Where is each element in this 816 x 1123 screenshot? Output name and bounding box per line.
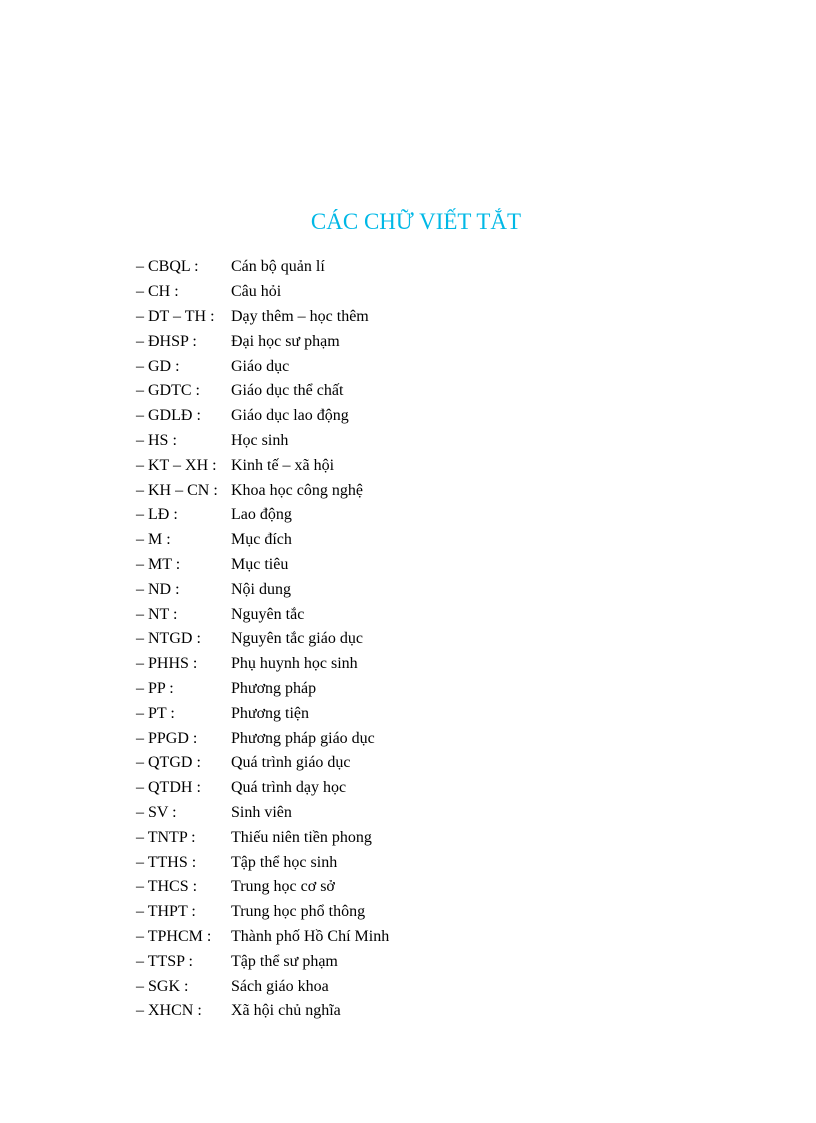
abbreviation-row [136, 652, 736, 677]
abbreviation-term: – TTSP : [136, 952, 193, 970]
abbreviation-term: – QTDH : [136, 779, 201, 797]
abbreviation-meaning: Nguyên tắc [231, 605, 305, 623]
abbreviation-term: – GDLĐ : [136, 407, 201, 425]
abbreviation-row [136, 677, 736, 702]
abbreviation-meaning: Giáo dục lao động [231, 407, 349, 425]
abbreviation-meaning: Phương pháp [231, 679, 317, 697]
abbreviation-meaning: Quá trình giáo dục [231, 754, 351, 772]
abbreviation-row [136, 801, 736, 826]
abbreviation-row [136, 627, 736, 652]
abbreviation-term: – GDTC : [136, 382, 200, 400]
abbreviation-meaning: Câu hỏi [231, 283, 282, 301]
abbreviation-row [136, 726, 736, 751]
abbreviation-term: – KH – CN : [136, 481, 218, 499]
abbreviation-term: – PPGD : [136, 729, 198, 747]
abbreviation-term: – LĐ : [136, 506, 178, 524]
abbreviation-meaning: Thành phố Hồ Chí Minh [231, 927, 390, 945]
abbreviation-term: – THCS : [136, 878, 198, 896]
abbreviation-term: – TTHS : [136, 853, 197, 871]
abbreviation-meaning: Nguyên tắc giáo dục [231, 630, 363, 648]
abbreviation-row [136, 429, 736, 454]
abbreviation-meaning: Thiếu niên tiền phong [231, 828, 372, 846]
abbreviation-row [136, 825, 736, 850]
abbreviation-meaning: Cán bộ quản lí [231, 258, 325, 276]
abbreviation-row [136, 701, 736, 726]
abbreviation-row [136, 503, 736, 528]
abbreviation-term: – GD : [136, 357, 180, 375]
abbreviation-term: – SGK : [136, 977, 189, 995]
abbreviation-meaning: Trung học phổ thông [231, 903, 366, 921]
abbreviation-term: – PHHS : [136, 655, 198, 673]
abbreviation-row [136, 553, 736, 578]
abbreviation-term: – CH : [136, 283, 179, 301]
abbreviation-row [136, 999, 736, 1024]
abbreviation-row [136, 404, 736, 429]
abbreviation-row [136, 329, 736, 354]
abbreviation-term: – XHCN : [136, 1002, 202, 1020]
abbreviation-meaning: Xã hội chủ nghĩa [231, 1002, 341, 1020]
abbreviation-term: – MT : [136, 555, 181, 573]
abbreviation-term: – DT – TH : [136, 307, 215, 325]
page-title: CÁC CHỮ VIẾT TẮT [310, 209, 522, 234]
abbreviation-meaning: Kinh tế – xã hội [231, 456, 335, 474]
abbreviation-row [136, 949, 736, 974]
abbreviation-term: – NT : [136, 605, 178, 623]
abbreviation-term: – TNTP : [136, 828, 196, 846]
abbreviation-term: – NTGD : [136, 630, 201, 648]
abbreviation-meaning: Mục đích [231, 531, 292, 549]
abbreviation-row [136, 305, 736, 330]
abbreviation-meaning: Mục tiêu [231, 555, 289, 573]
abbreviation-meaning: Lao động [231, 506, 292, 524]
abbreviation-row [136, 577, 736, 602]
abbreviation-term: – QTGD : [136, 754, 201, 772]
abbreviation-meaning: Phương pháp giáo dục [231, 729, 375, 747]
abbreviation-row [136, 379, 736, 404]
abbreviation-row [136, 255, 736, 280]
abbreviation-term: – SV : [136, 803, 177, 821]
abbreviation-meaning: Đại học sư phạm [231, 332, 340, 350]
abbreviation-meaning: Quá trình dạy học [231, 779, 347, 797]
abbreviation-term: – KT – XH : [136, 456, 217, 474]
abbreviation-term: – ĐHSP : [136, 332, 197, 350]
abbreviation-row [136, 528, 736, 553]
abbreviation-row [136, 925, 736, 950]
abbreviation-row [136, 478, 736, 503]
abbreviation-term: – ND : [136, 580, 180, 598]
abbreviation-term: – TPHCM : [136, 927, 212, 945]
abbreviation-term: – CBQL : [136, 258, 199, 276]
abbreviation-term: – HS : [136, 431, 177, 449]
abbreviation-row [136, 354, 736, 379]
abbreviation-meaning: Tập thể sư phạm [231, 952, 338, 970]
abbreviation-meaning: Học sinh [231, 431, 289, 449]
abbreviation-meaning: Giáo dục thể chất [231, 382, 344, 400]
abbreviation-row [136, 602, 736, 627]
abbreviation-meaning: Sinh viên [231, 803, 292, 821]
abbreviation-meaning: Phương tiện [231, 704, 310, 722]
abbreviation-term: – THPT : [136, 903, 196, 921]
abbreviation-row [136, 776, 736, 801]
abbreviation-row [136, 453, 736, 478]
abbreviation-term: – PT : [136, 704, 175, 722]
abbreviation-meaning: Nội dung [231, 580, 291, 598]
abbreviation-meaning: Trung học cơ sở [231, 878, 335, 896]
abbreviation-term: – PP : [136, 679, 174, 697]
abbreviation-term: – M : [136, 531, 171, 549]
abbreviation-meaning: Khoa học công nghệ [231, 481, 363, 499]
abbreviation-list [136, 255, 736, 1024]
abbreviation-meaning: Phụ huynh học sinh [231, 655, 358, 673]
abbreviation-meaning: Tập thể học sinh [231, 853, 338, 871]
abbreviation-row [136, 280, 736, 305]
abbreviation-row [136, 850, 736, 875]
abbreviation-row [136, 974, 736, 999]
abbreviation-row [136, 900, 736, 925]
abbreviation-row [136, 875, 736, 900]
abbreviation-meaning: Sách giáo khoa [231, 977, 329, 995]
abbreviation-meaning: Giáo dục [231, 357, 290, 375]
abbreviation-meaning: Dạy thêm – học thêm [231, 307, 369, 325]
abbreviation-row [136, 751, 736, 776]
